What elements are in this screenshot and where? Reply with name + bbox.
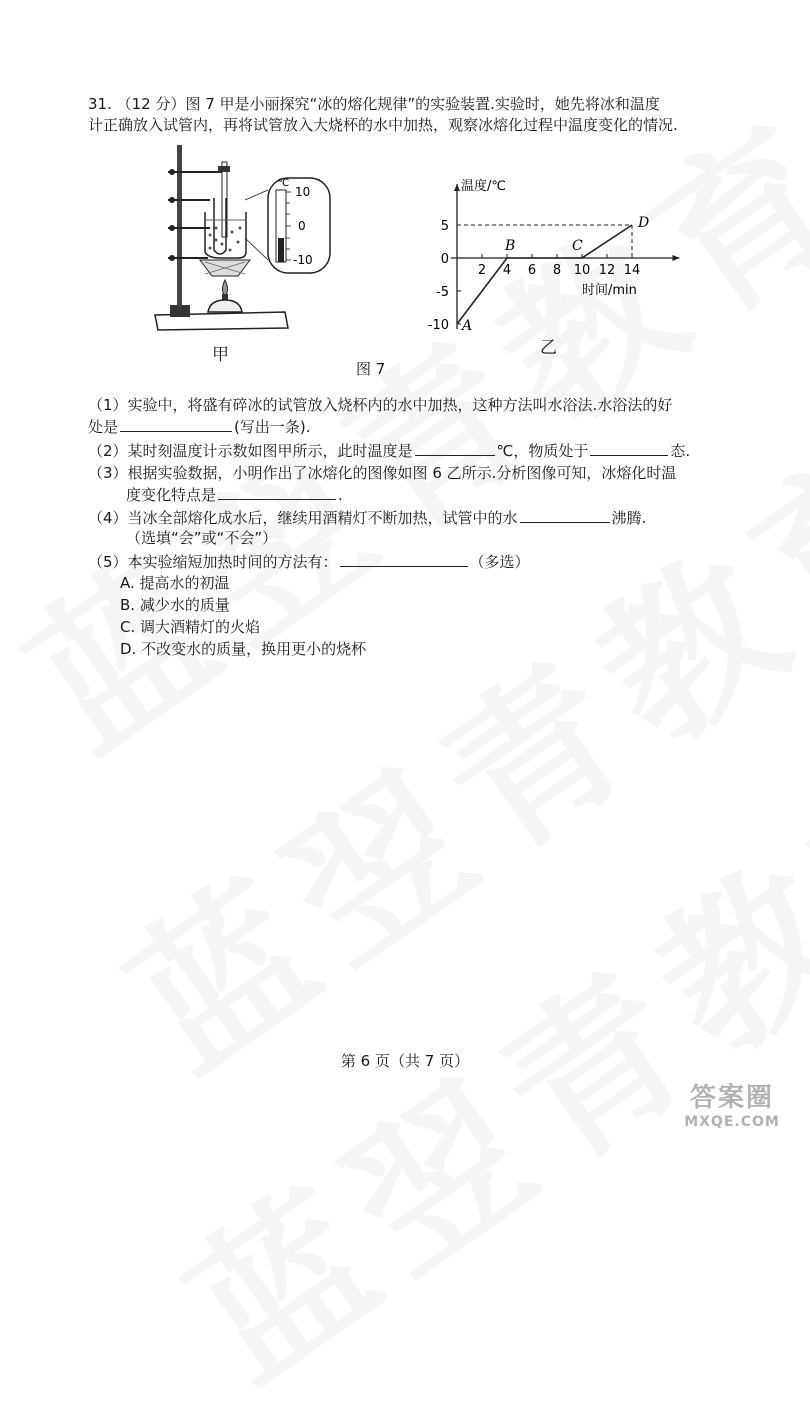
stand-pole xyxy=(177,145,182,307)
x-tick-label: 2 xyxy=(477,263,487,278)
y-tick-label: -10 xyxy=(427,318,449,333)
point-label-a: A xyxy=(462,318,473,334)
thermo-label-10: 10 xyxy=(295,185,311,199)
point-label-d: D xyxy=(638,215,650,231)
figure-jia-label: 甲 xyxy=(212,345,229,365)
thermometer-liquid xyxy=(278,238,284,262)
x-axis-label: 时间/min xyxy=(582,283,637,298)
y-tick-label: -5 xyxy=(436,285,449,300)
option-c: C. 调大酒精灯的火焰 xyxy=(120,618,261,636)
sub-question-3-cont: 度变化特点是 . xyxy=(126,486,343,504)
sub-question-1-cont: 处是 (写出一条). xyxy=(88,418,311,436)
x-tick-label: 14 xyxy=(623,263,641,278)
x-tick-label: 10 xyxy=(573,263,591,278)
sub-question-4-hint: （选填“会”或“不会”） xyxy=(126,529,278,547)
answer-blank-4[interactable] xyxy=(520,507,610,523)
figure-caption: 图 7 xyxy=(356,360,386,378)
melting-chart xyxy=(415,170,685,355)
y-tick-label: 0 xyxy=(440,252,449,267)
flame xyxy=(223,280,228,296)
x-tick-label: 12 xyxy=(598,263,616,278)
apparatus-figure xyxy=(150,140,340,350)
option-b: B. 减少水的质量 xyxy=(120,596,230,614)
sub-question-1: （1）实验中，将盛有碎冰的试管放入烧杯内的水中加热，这种方法叫水浴法.水浴法的好 xyxy=(88,396,673,414)
option-a: A. 提高水的初温 xyxy=(120,574,230,592)
answer-blank-5[interactable] xyxy=(340,551,468,567)
thermo-label-0: 0 xyxy=(298,219,306,233)
page-footer: 第 6 页（共 7 页） xyxy=(340,1052,470,1070)
alcohol-lamp xyxy=(208,300,242,312)
y-tick-label: 5 xyxy=(440,219,449,234)
figure-yi-label: 乙 xyxy=(540,338,557,358)
sub-question-3: （3）根据实验数据，小明作出了冰熔化的图像如图 6 乙所示.分析图像可知，冰熔化时温 xyxy=(88,464,677,482)
answer-blank-2b[interactable] xyxy=(590,440,668,456)
thermo-unit: ℃ xyxy=(278,178,290,189)
answer-blank-3[interactable] xyxy=(218,484,336,500)
point-label-c: C xyxy=(572,238,583,254)
site-logo: 答案圈 MXQE.COM xyxy=(684,1083,780,1130)
x-tick-label: 8 xyxy=(552,263,562,278)
option-d: D. 不改变水的质量，换用更小的烧杯 xyxy=(120,640,367,658)
x-tick-label: 6 xyxy=(527,263,537,278)
x-tick-label: 4 xyxy=(502,263,512,278)
sub-question-2: （2）某时刻温度计示数如图甲所示，此时温度是 ℃，物质处于 态. xyxy=(88,442,691,460)
point-label-b: B xyxy=(505,238,516,254)
y-axis-label: 温度/℃ xyxy=(461,179,506,194)
x-axis-arrow xyxy=(673,255,680,261)
y-axis-arrow xyxy=(454,184,460,191)
sub-question-5: （5）本实验缩短加热时间的方法有： （多选） xyxy=(88,553,530,571)
question-line-1: 31. （12 分）图 7 甲是小丽探究“冰的熔化规律”的实验装置.实验时，她先将冰和温度 xyxy=(88,95,660,113)
thermo-label-neg10: -10 xyxy=(293,253,313,267)
answer-blank-1[interactable] xyxy=(120,416,232,432)
answer-blank-2a[interactable] xyxy=(415,440,495,456)
question-line-2: 计正确放入试管内，再将试管放入大烧杯的水中加热，观察冰熔化过程中温度变化的情况. xyxy=(88,116,678,134)
sub-question-4: （4）当冰全部熔化成水后，继续用酒精灯不断加热，试管中的水 沸腾. xyxy=(88,509,647,527)
